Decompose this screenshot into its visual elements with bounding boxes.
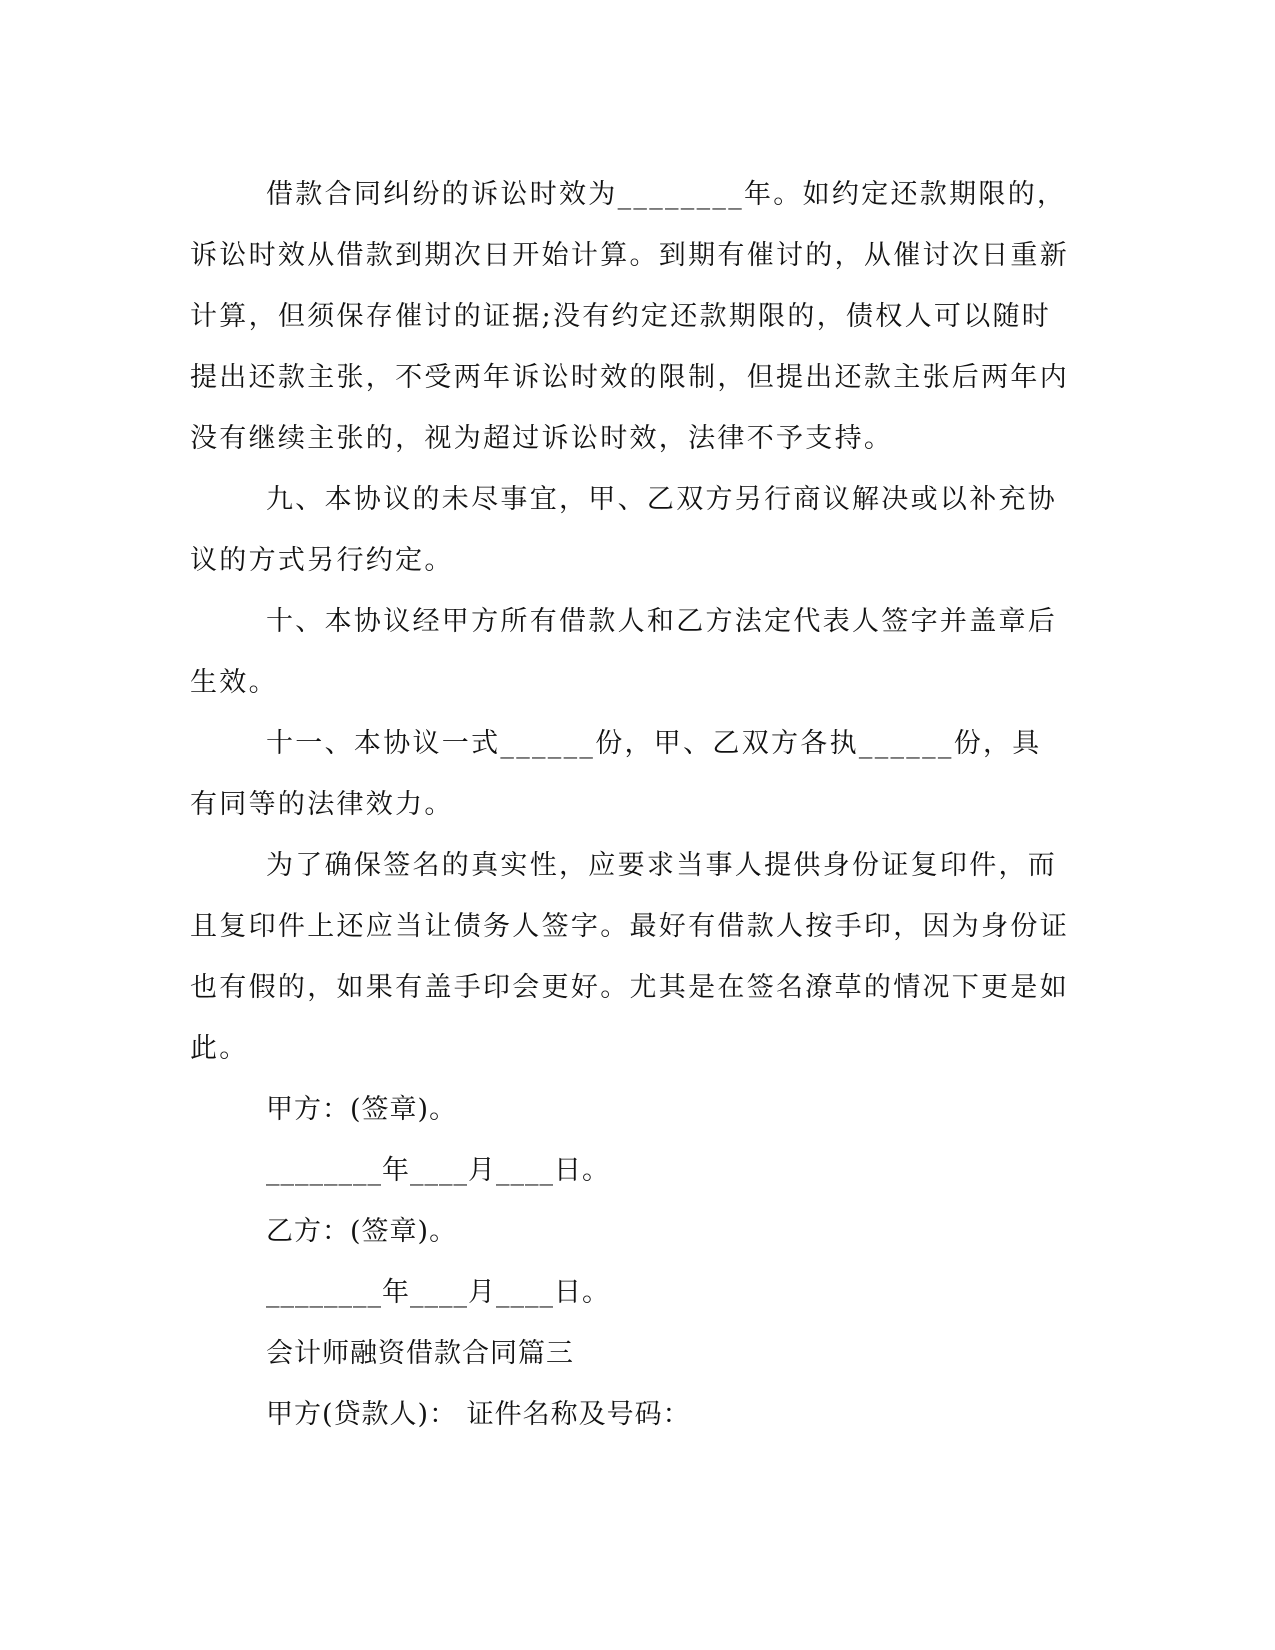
party-b-date: ________年____月____日。 — [266, 1277, 610, 1308]
document-body — [190, 164, 1070, 1445]
paragraph-clause-9: 九、本协议的未尽事宜，甲、乙双方另行商议解决或以补充协议的方式另行约定。 — [190, 484, 1058, 576]
party-b-signature: 乙方：(签章)。 — [266, 1216, 458, 1247]
paragraph-clause-11: 十一、本协议一式______份，甲、乙双方各执______份，具有同等的法律效力。 — [190, 728, 1042, 820]
section-title: 会计师融资借款合同篇三 — [266, 1338, 574, 1369]
party-a-signature: 甲方：(签章)。 — [266, 1094, 458, 1125]
party-a-date: ________年____月____日。 — [266, 1155, 610, 1186]
lender-info-line: 甲方(贷款人)： 证件名称及号码： — [266, 1399, 691, 1430]
paragraph-limitation-period: 借款合同纠纷的诉讼时效为________年。如约定还款期限的，诉讼时效从借款到期次日开始计算。到期有催讨的，从催讨次日重新计算，但须保存催讨的证据;没有约定还款期限的，债权人可以随时提出还款主张，不受两年诉讼时效的限制，但提出还款主张后两年内没有继续主张的，视为超过诉讼时效，法律不予支持。 — [190, 179, 1069, 454]
paragraph-signature-note: 为了确保签名的真实性，应要求当事人提供身份证复印件，而且复印件上还应当让债务人签字。最好有借款人按手印，因为身份证也有假的，如果有盖手印会更好。尤其是在签名潦草的情况下更是如此。 — [190, 850, 1069, 1064]
paragraph-clause-10: 十、本协议经甲方所有借款人和乙方法定代表人签字并盖章后生效。 — [190, 606, 1058, 698]
